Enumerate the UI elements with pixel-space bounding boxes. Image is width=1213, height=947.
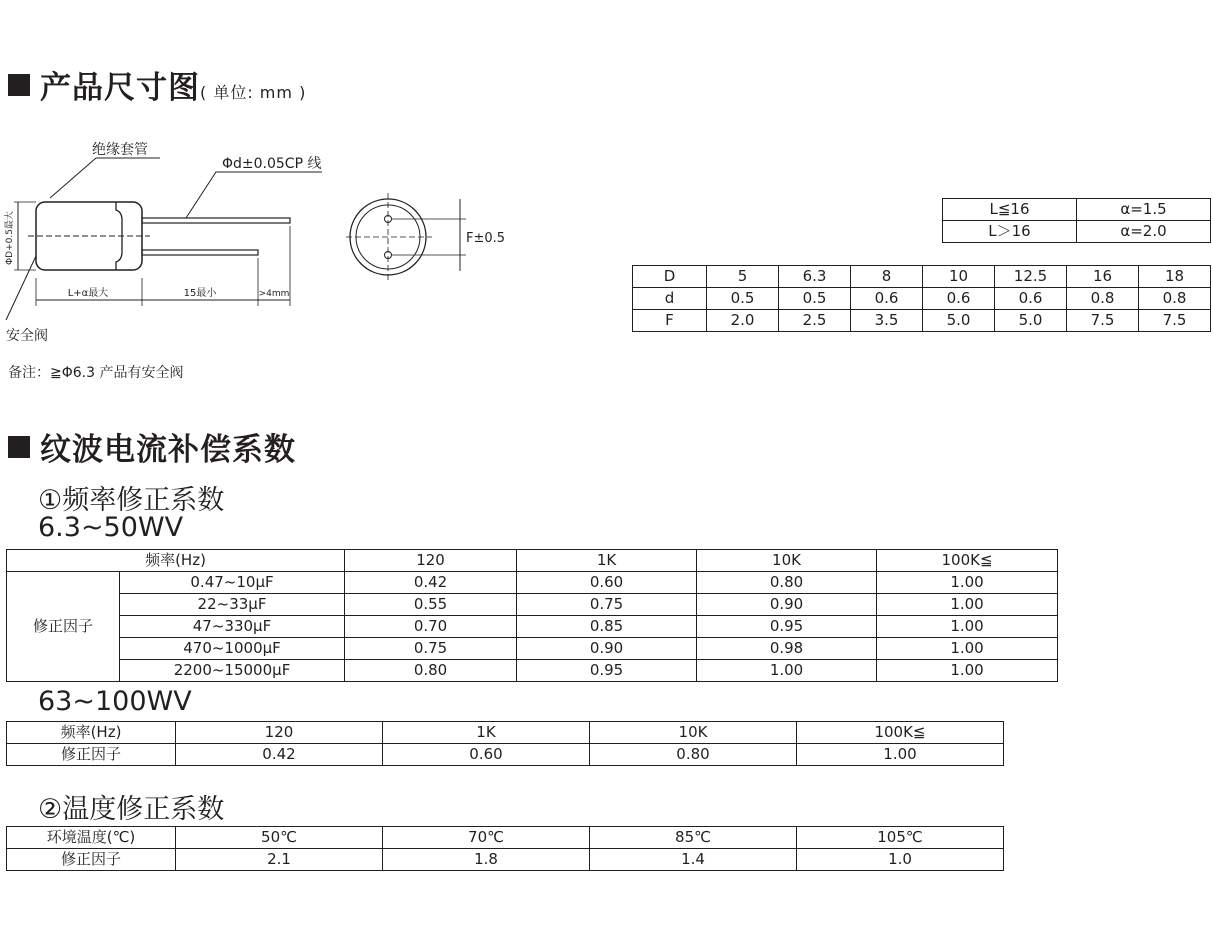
table-row <box>7 616 1058 638</box>
table-row <box>943 221 1211 243</box>
table-cell: 0.90 <box>697 594 877 616</box>
table-cell: 100K≦ <box>797 722 1004 744</box>
lead-long <box>142 218 290 223</box>
table-cell: 105℃ <box>797 827 1004 849</box>
table-cell: 16 <box>1067 266 1139 288</box>
table-row <box>633 266 1211 288</box>
ripple-section-title: 纹波电流补偿系数 <box>8 424 296 469</box>
table-cell: 0.90 <box>517 638 697 660</box>
table-cell: 0.95 <box>697 616 877 638</box>
table-cell: 0.75 <box>517 594 697 616</box>
freq-table-63-100wv <box>6 721 1004 766</box>
table-row <box>633 288 1211 310</box>
table-cell: L＞16 <box>943 221 1077 243</box>
vent-label: 安全阀 <box>6 328 48 344</box>
table-row <box>7 572 1058 594</box>
table-cell: α=2.0 <box>1077 221 1211 243</box>
table-cell: 5 <box>707 266 779 288</box>
table-cell: 85℃ <box>590 827 797 849</box>
range2-label: 63~100WV <box>38 686 192 717</box>
lead-leader <box>186 172 322 218</box>
capacitor-end-diagram <box>340 185 520 295</box>
table-cell: 0.47~10μF <box>120 572 345 594</box>
table-cell: 1.00 <box>877 660 1058 682</box>
table-cell: 1.00 <box>797 744 1004 766</box>
table-cell: 修正因子 <box>7 744 176 766</box>
temp-table <box>6 826 1004 871</box>
square-bullet-icon <box>8 74 30 96</box>
table-cell: 修正因子 <box>7 849 176 871</box>
table-cell: 1.00 <box>877 572 1058 594</box>
range1-label: 6.3~50WV <box>38 512 184 543</box>
table-cell: 120 <box>345 550 517 572</box>
vent-note: 备注：≧Φ6.3 产品有安全阀 <box>8 365 184 381</box>
table-cell: 18 <box>1139 266 1211 288</box>
table-cell: 1.00 <box>877 616 1058 638</box>
table-row <box>7 660 1058 682</box>
table-cell: 7.5 <box>1067 310 1139 332</box>
lead-length-label: 15最小 <box>183 288 217 299</box>
table-cell: 0.6 <box>923 288 995 310</box>
table-row <box>7 744 1004 766</box>
table-cell: 修正因子 <box>7 572 120 682</box>
table-cell: 1.4 <box>590 849 797 871</box>
table-row <box>943 199 1211 221</box>
table-cell: 3.5 <box>851 310 923 332</box>
table-cell: 1K <box>517 550 697 572</box>
table-row <box>633 310 1211 332</box>
table-cell: 10K <box>697 550 877 572</box>
unit-label: ( 单位: mm ) <box>200 83 307 102</box>
alpha-table <box>942 198 1211 243</box>
table-cell: 频率(Hz) <box>7 550 345 572</box>
table-cell: 环境温度(℃) <box>7 827 176 849</box>
square-bullet-icon <box>8 436 30 458</box>
lead-short <box>142 250 258 255</box>
capacitor-side-diagram <box>0 130 340 350</box>
table-cell: 70℃ <box>383 827 590 849</box>
table-cell: 2.0 <box>707 310 779 332</box>
table-cell: α=1.5 <box>1077 199 1211 221</box>
table-cell: 0.95 <box>517 660 697 682</box>
table-cell: 5.0 <box>995 310 1067 332</box>
table-cell: 2.5 <box>779 310 851 332</box>
table-cell: 0.42 <box>176 744 383 766</box>
table-cell: 0.8 <box>1139 288 1211 310</box>
table-cell: d <box>633 288 707 310</box>
table-cell: 1.00 <box>697 660 877 682</box>
table-row <box>7 849 1004 871</box>
table-cell: 1.00 <box>877 638 1058 660</box>
table-cell: D <box>633 266 707 288</box>
table-cell: 2200~15000μF <box>120 660 345 682</box>
table-cell: 1.0 <box>797 849 1004 871</box>
table-row <box>7 550 1058 572</box>
lead-label: Φd±0.05CP 线 <box>222 156 322 172</box>
lead-spacing-label: >4mm <box>258 289 290 299</box>
length-label: L+α最大 <box>67 288 109 299</box>
table-cell: 50℃ <box>176 827 383 849</box>
table-cell: 0.60 <box>517 572 697 594</box>
table-row <box>7 638 1058 660</box>
sleeve-label: 绝缘套管 <box>92 142 148 158</box>
table-cell: 0.60 <box>383 744 590 766</box>
table-cell: 0.6 <box>851 288 923 310</box>
table-cell: 2.1 <box>176 849 383 871</box>
dimension-table <box>632 265 1211 332</box>
table-cell: 6.3 <box>779 266 851 288</box>
table-cell: 0.80 <box>345 660 517 682</box>
table-cell: 0.75 <box>345 638 517 660</box>
table-cell: L≦16 <box>943 199 1077 221</box>
table-cell: 12.5 <box>995 266 1067 288</box>
table-cell: 0.8 <box>1067 288 1139 310</box>
table-cell: 0.6 <box>995 288 1067 310</box>
temp-title: ②温度修正系数 <box>38 794 225 825</box>
freq-title: ①频率修正系数 <box>38 485 225 516</box>
table-cell: F <box>633 310 707 332</box>
table-cell: 8 <box>851 266 923 288</box>
table-cell: 0.70 <box>345 616 517 638</box>
table-cell: 0.85 <box>517 616 697 638</box>
table-row <box>7 722 1004 744</box>
table-cell: 1.8 <box>383 849 590 871</box>
table-cell: 0.5 <box>707 288 779 310</box>
table-cell: 120 <box>176 722 383 744</box>
table-cell: 1K <box>383 722 590 744</box>
table-cell: 0.80 <box>590 744 797 766</box>
table-cell: 0.55 <box>345 594 517 616</box>
table-cell: 10 <box>923 266 995 288</box>
table-cell: 0.80 <box>697 572 877 594</box>
pitch-label: F±0.5 <box>466 231 506 246</box>
table-cell: 10K <box>590 722 797 744</box>
table-cell: 47~330μF <box>120 616 345 638</box>
diameter-label: ΦD+0.5最大 <box>5 211 15 265</box>
dimension-section-title: 产品尺寸图( 单位: mm ) <box>8 62 306 107</box>
table-cell: 100K≦ <box>877 550 1058 572</box>
table-cell: 0.5 <box>779 288 851 310</box>
table-cell: 0.98 <box>697 638 877 660</box>
table-cell: 5.0 <box>923 310 995 332</box>
sleeve-leader <box>50 158 160 198</box>
table-row <box>7 594 1058 616</box>
table-cell: 频率(Hz) <box>7 722 176 744</box>
table-cell: 7.5 <box>1139 310 1211 332</box>
table-cell: 0.42 <box>345 572 517 594</box>
table-cell: 22~33μF <box>120 594 345 616</box>
table-row <box>7 827 1004 849</box>
table-cell: 470~1000μF <box>120 638 345 660</box>
freq-table-6-50wv <box>6 549 1058 682</box>
table-cell: 1.00 <box>877 594 1058 616</box>
